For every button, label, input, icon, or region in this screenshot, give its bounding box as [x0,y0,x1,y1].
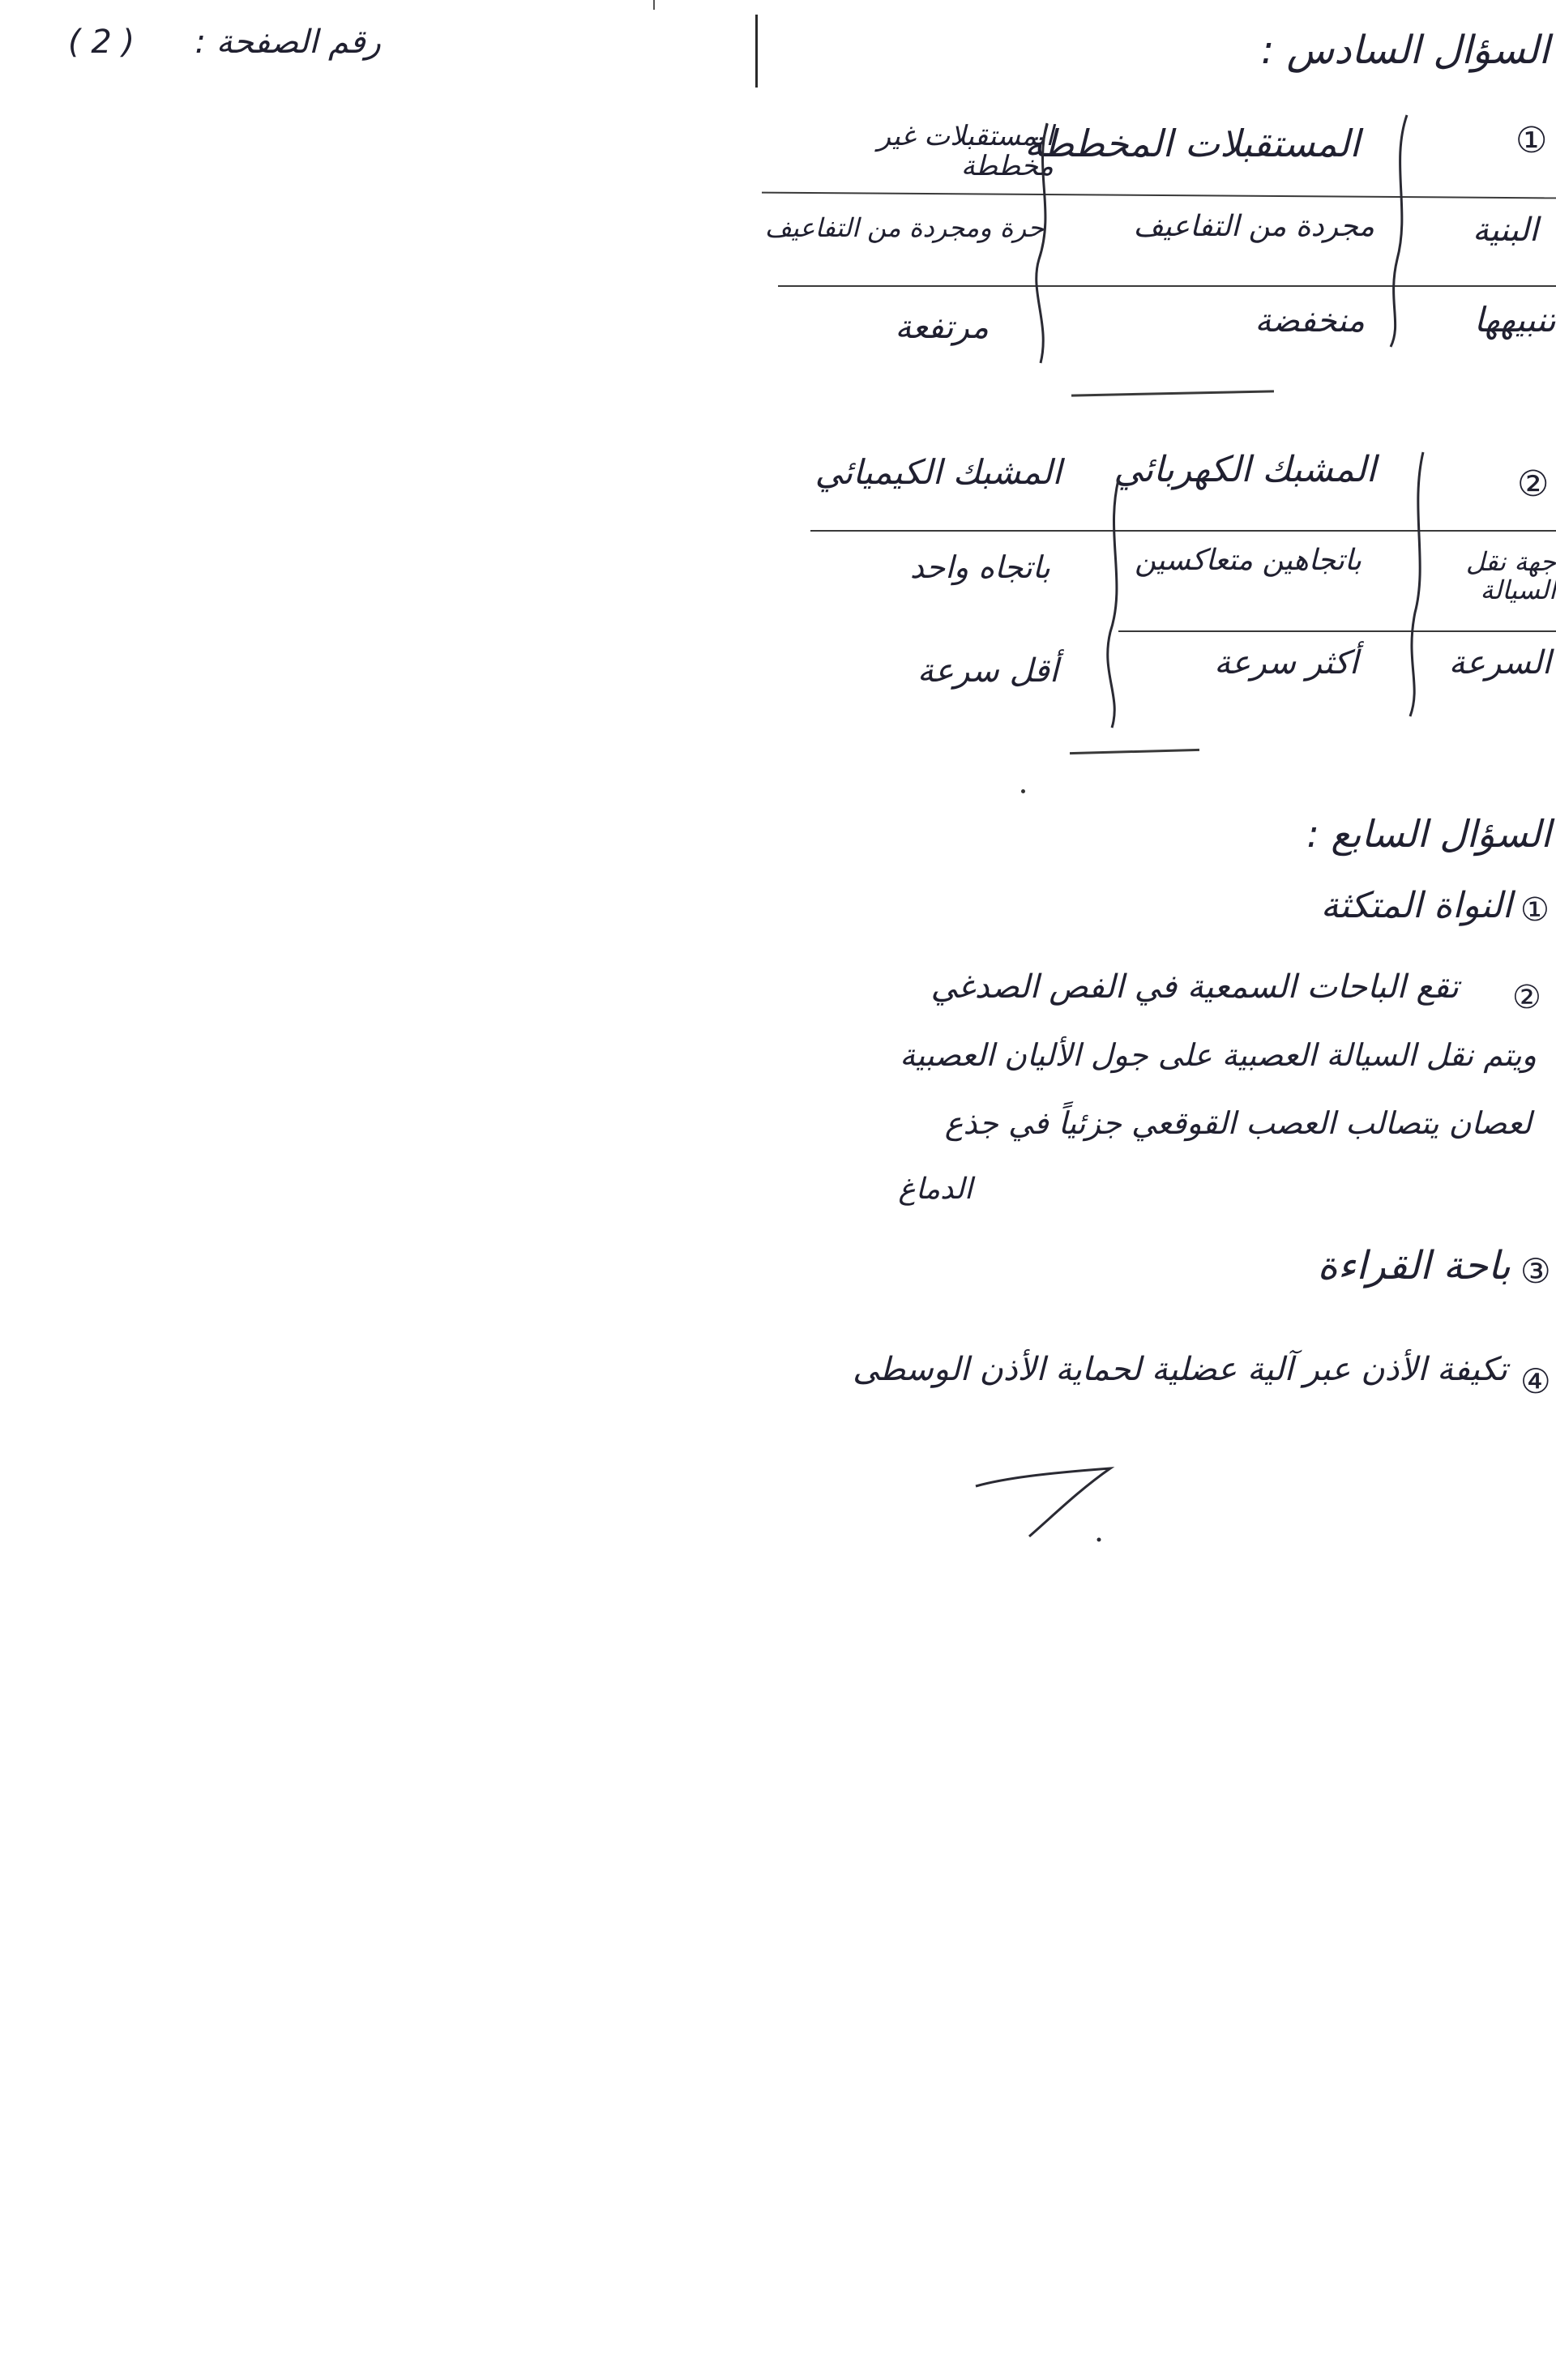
margin-line [755,15,758,88]
q6-item2-end-stroke [1070,749,1199,754]
q7-a4-text: تكيفة الأذن عبر آلية عضلية لحماية الأذن الوسطى [853,1351,1507,1388]
q6-item2-row1-val2: باتجاه واحد [909,549,1050,585]
q6-item1-row-divider-1 [762,192,1556,199]
q6-item1-col-head-2: المستقبلات غير مخططة [877,120,1054,183]
page-number-value: ( 2 ) [68,24,135,61]
q7-title: السؤال السابع : [1306,812,1551,856]
q6-title: السؤال السادس : [1261,28,1550,73]
page-number-label: رقم الصفحة : [194,24,381,61]
stray-dot-1 [1021,789,1025,793]
q7-a1-number: ① [1520,891,1550,929]
q6-item2-brace-right [1400,451,1433,718]
q7-a1-text: النواة المتكثة [1320,885,1512,926]
q6-item1-row2-val1: منخفضة [1255,302,1365,340]
q6-item1-brace-left [1029,122,1062,365]
q7-a2-line4: الدماغ [898,1173,972,1206]
q6-item2-brace-left [1099,478,1131,729]
q7-a2-line2: ويتم نقل السيالة العصبية على جول الأليان العصبية [900,1037,1537,1073]
q6-item1-row-divider-2 [778,285,1556,287]
q6-item2-row-divider-2 [1118,630,1556,632]
q7-a2-number: ② [1512,979,1541,1016]
q6-item1-row1-val1: مجردة من التفاعيف [1133,210,1374,243]
top-edge-mark [653,0,655,10]
q6-item1-row1-val2: حرة ومجردة من التفاعيف [764,212,1044,243]
q6-item1-brace-right [1383,113,1415,348]
q6-item1-end-stroke [1071,390,1274,396]
q6-item2-col-head-2: المشبك الكيميائي [814,452,1062,492]
q7-a4-number: ④ [1520,1361,1551,1401]
q7-a2-line1: تقع الباحات السمعية في الفص الصدغي [930,968,1459,1006]
q6-item2-col-head-1: المشبك الكهربائي [1114,449,1376,490]
q6-item1-number: ① [1515,120,1548,161]
q6-item2-row2-label: السرعة [1448,644,1551,682]
closing-scribble [972,1459,1118,1548]
q6-item1-row2-val2: مرتفعة [895,309,989,346]
q6-item2-row2-val2: أقل سرعة [917,652,1058,690]
q7-a2-line3: لعصان يتصالب العصب القوقعي جزئياً في جذع [944,1105,1532,1141]
q6-item2-number: ② [1517,464,1550,505]
q6-item2-row1-val1: باتجاهين متعاكسين [1135,544,1362,577]
q7-a3-number: ③ [1520,1251,1551,1291]
q6-item2-row1-label: جهة نقل السيالة [1465,546,1556,606]
q7-a3-text: باحة القراءة [1317,1243,1511,1288]
q6-item1-row2-label: تنبيهها [1473,300,1556,340]
q6-item1-row1-label: البنية [1473,212,1538,249]
q6-item2-row-divider-1 [810,530,1556,532]
q6-item2-row2-val1: أكثر سرعة [1214,644,1358,682]
q6-item1-col-head-1: المستقبلات المخططة [1024,122,1360,165]
